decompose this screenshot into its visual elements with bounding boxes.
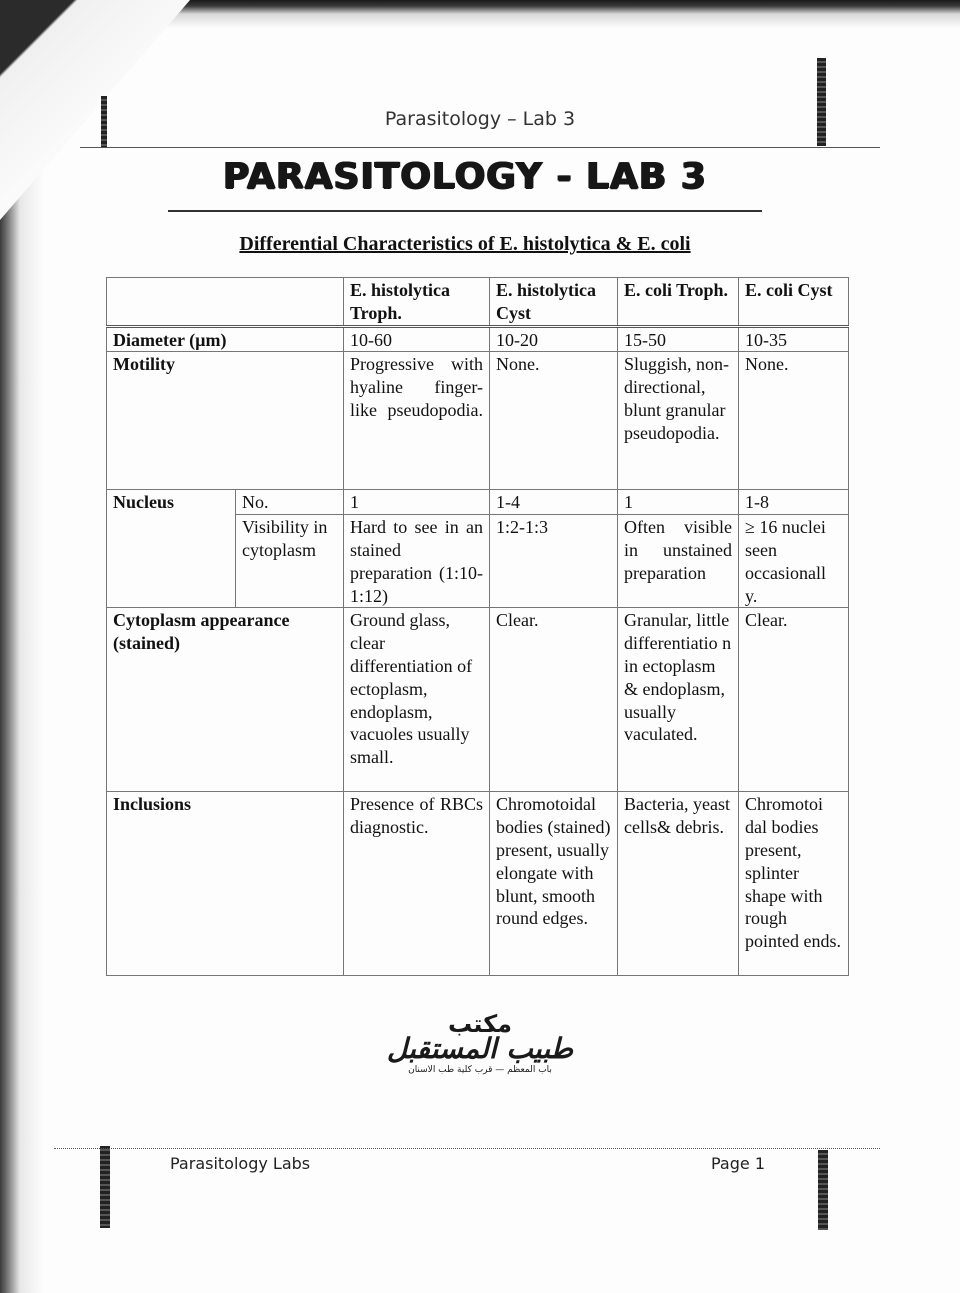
page-number: Page 1 — [711, 1154, 765, 1173]
table-row — [107, 490, 849, 515]
table-cell: 10-20 — [490, 326, 618, 352]
table-cell: Presence of RBCs diagnostic. — [344, 792, 490, 976]
table-cell: 15-50 — [618, 326, 739, 352]
table-cell: Granular, little differentiatio n in ectoplasm & endoplasm, usually vaculated. — [618, 608, 739, 792]
differential-table — [106, 277, 849, 976]
table-cell: 1-8 — [739, 490, 849, 515]
header-rule — [80, 147, 880, 148]
table-cell: Sluggish, non-directional, blunt granular pseudopodia. — [618, 352, 739, 490]
col-header-eh-troph: E. histolytica Troph. — [344, 278, 490, 327]
footer-left: Parasitology Labs — [170, 1154, 311, 1173]
table-row — [107, 608, 849, 792]
row-sublabel-visibility: Visibility in cytoplasm — [236, 515, 344, 608]
table-cell: Hard to see in an stained preparation (1:10-1:12) — [344, 515, 490, 608]
col-header-eh-cyst: E. histolytica Cyst — [490, 278, 618, 327]
scan-bar-bottom-left — [100, 1146, 110, 1228]
page-title: PARASITOLOGY - LAB 3 — [223, 156, 707, 197]
table-header-row — [107, 278, 849, 327]
running-header: Parasitology – Lab 3 — [384, 108, 576, 130]
title-rule — [168, 210, 762, 212]
table-cell: 1 — [618, 490, 739, 515]
table-cell: Clear. — [739, 608, 849, 792]
corner-cell — [107, 278, 344, 327]
library-stamp — [380, 1010, 580, 1075]
table-cell: 10-35 — [739, 326, 849, 352]
row-label-cytoplasm: Cytoplasm appearance (stained) — [107, 608, 344, 792]
row-label-nucleus: Nucleus — [107, 490, 236, 608]
row-label-inclusions: Inclusions — [107, 792, 344, 976]
table-cell: None. — [490, 352, 618, 490]
row-label-motility: Motility — [107, 352, 344, 490]
scan-bar-top-right — [817, 58, 826, 146]
stamp-line-3: باب المعظم — قرب كلية طب الاسنان — [408, 1065, 552, 1075]
table-cell: 1 — [344, 490, 490, 515]
row-sublabel-number: No. — [236, 490, 344, 515]
table-cell: None. — [739, 352, 849, 490]
table-row — [107, 326, 849, 352]
stamp-line-1: مكتب — [447, 1010, 513, 1038]
table-row — [107, 792, 849, 976]
col-header-ec-troph: E. coli Troph. — [618, 278, 739, 327]
table-cell: ≥ 16 nuclei seen occasionall y. — [739, 515, 849, 608]
table-cell: Ground glass, clear differentiation of ectoplasm, endoplasm, vacuoles usually small. — [344, 608, 490, 792]
table-cell: Bacteria, yeast cells& debris. — [618, 792, 739, 976]
scan-bar-bottom-right — [818, 1150, 828, 1230]
table-cell: Progressive with hyaline finger-like pseudopodia. — [344, 352, 490, 490]
table-cell: 1:2-1:3 — [490, 515, 618, 608]
col-header-ec-cyst: E. coli Cyst — [739, 278, 849, 327]
stamp-line-2: طبيب المستقبل — [386, 1032, 574, 1065]
table-row — [107, 352, 849, 490]
table-caption: Differential Characteristics of E. histolytica & E. coli — [239, 233, 691, 255]
table-cell: Clear. — [490, 608, 618, 792]
table-cell: 1-4 — [490, 490, 618, 515]
table-cell: 10-60 — [344, 326, 490, 352]
table-cell: Chromotoi dal bodies present, splinter shape with rough pointed ends. — [739, 792, 849, 976]
table-cell: Often visible in unstained preparation — [618, 515, 739, 608]
footer-rule — [54, 1148, 880, 1149]
table-cell: Chromotoidal bodies (stained) present, usually elongate with blunt, smooth round edges. — [490, 792, 618, 976]
row-label-diameter: Diameter (µm) — [107, 326, 344, 352]
